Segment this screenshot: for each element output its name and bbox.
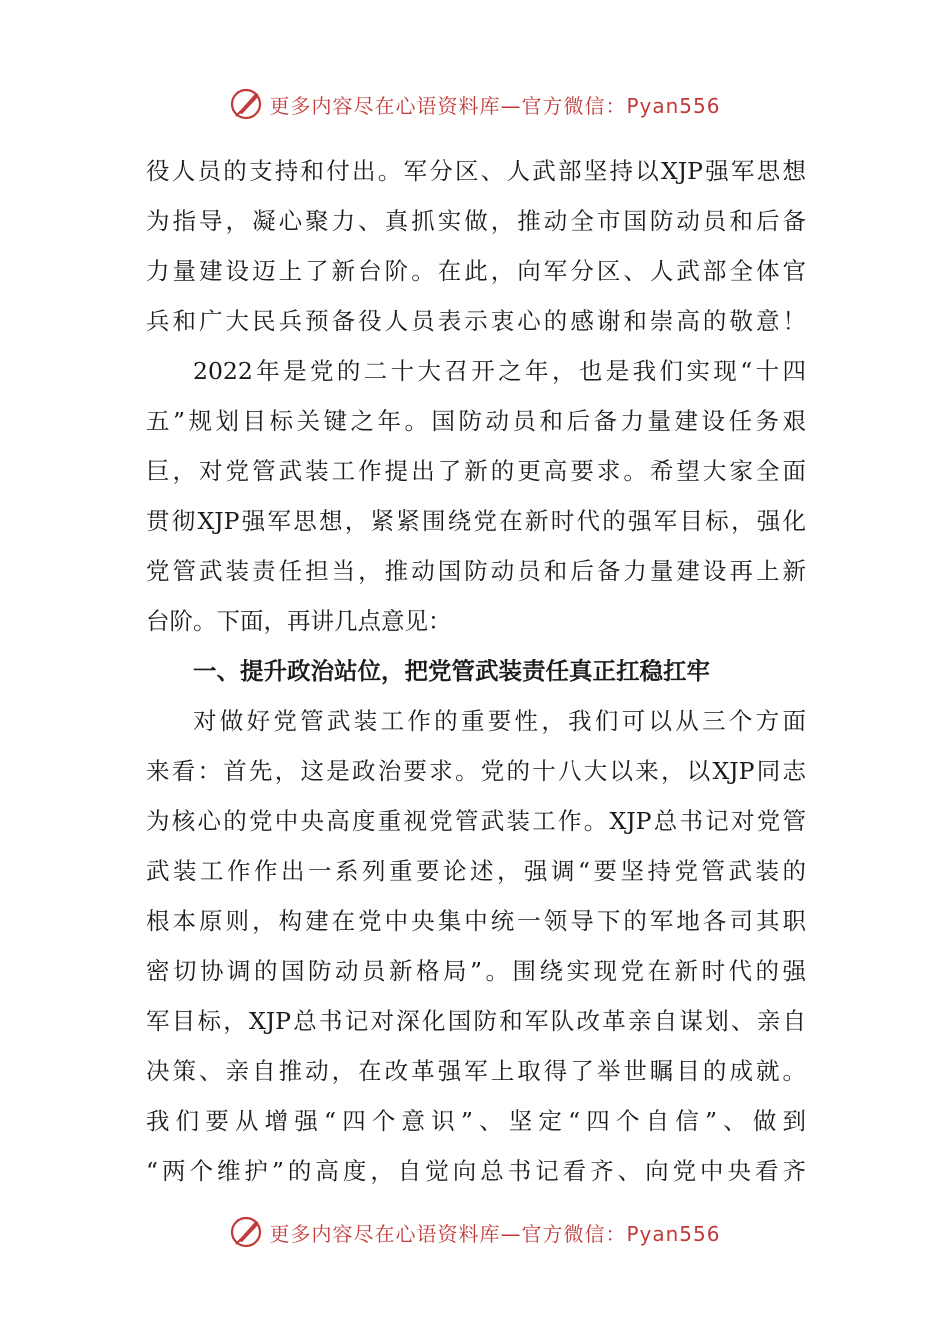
text-line: 我们要从增强“四个意识”、坚定“四个自信”、做到 (146, 1107, 806, 1135)
header-banner (0, 84, 950, 124)
text-line: 武装工作作出一系列重要论述，强调“要坚持党管武装的 (146, 857, 806, 885)
text-line: 五”规划目标关键之年。国防动员和后备力量建设任务艰 (146, 407, 806, 435)
text-line: 兵和广大民兵预备役人员表示衷心的感谢和崇高的敬意！ (146, 307, 806, 335)
text-line: 力量建设迈上了新台阶。在此，向军分区、人武部全体官 (146, 257, 806, 285)
section-heading: 一、提升政治站位，把党管武装责任真正扛稳扛牢 (193, 657, 710, 685)
header-banner-text: 更多内容尽在心语资料库—官方微信：Pyan556 (269, 93, 721, 118)
text-line: 党管武装责任担当，推动国防动员和后备力量建设再上新 (146, 557, 806, 585)
text-line: 2022年是党的二十大召开之年，也是我们实现“十四 (193, 357, 806, 385)
text-line: “两个维护”的高度，自觉向总书记看齐、向党中央看齐 (146, 1157, 806, 1185)
text-line: 役人员的支持和付出。军分区、人武部坚持以XJP强军思想 (146, 157, 806, 185)
text-line: 密切协调的国防动员新格局”。围绕实现党在新时代的强 (146, 957, 806, 985)
text-line: 军目标，XJP总书记对深化国防和军队改革亲自谋划、亲自 (146, 1007, 806, 1035)
text-line: 为核心的党中央高度重视党管武装工作。XJP总书记对党管 (146, 807, 806, 835)
text-line: 来看：首先，这是政治要求。党的十八大以来，以XJP同志 (146, 757, 806, 785)
quill-logo-icon (229, 86, 265, 122)
text-line: 决策、亲自推动，在改革强军上取得了举世瞩目的成就。 (146, 1057, 806, 1085)
quill-logo-icon (229, 1214, 265, 1250)
text-line: 贯彻XJP强军思想，紧紧围绕党在新时代的强军目标，强化 (146, 507, 806, 535)
document-body (146, 146, 806, 1196)
text-line: 巨，对党管武装工作提出了新的更高要求。希望大家全面 (146, 457, 806, 485)
footer-banner (0, 1212, 950, 1252)
footer-banner-text: 更多内容尽在心语资料库—官方微信：Pyan556 (269, 1221, 721, 1246)
text-line: 对做好党管武装工作的重要性，我们可以从三个方面 (193, 707, 806, 735)
text-line: 为指导，凝心聚力、真抓实做，推动全市国防动员和后备 (146, 207, 806, 235)
text-line: 台阶。下面，再讲几点意见： (146, 607, 452, 635)
text-line: 根本原则，构建在党中央集中统一领导下的军地各司其职 (146, 907, 806, 935)
